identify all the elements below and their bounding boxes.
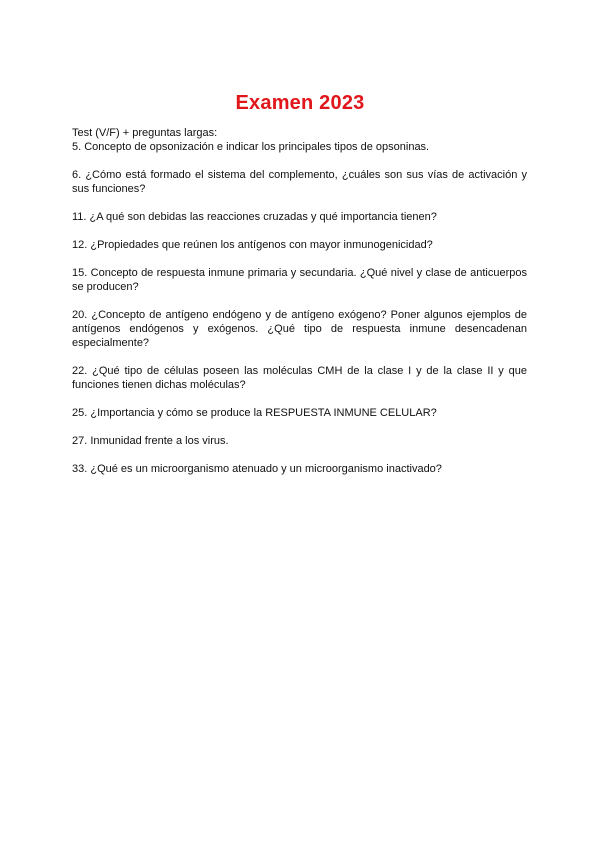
question-item: 33. ¿Qué es un microorganismo atenuado y un microorganismo inactivado? xyxy=(72,463,442,475)
question-item: 27. Inmunidad frente a los virus. xyxy=(72,435,229,447)
question-item: 15. Concepto de respuesta inmune primaria y secundaria. ¿Qué nivel y clase de anticuerpos se producen? xyxy=(72,267,527,293)
question-item: 12. ¿Propiedades que reúnen los antígenos con mayor inmunogenicidad? xyxy=(72,239,433,251)
question-item: 11. ¿A qué son debidas las reacciones cruzadas y qué importancia tienen? xyxy=(72,211,437,223)
question-item: 20. ¿Concepto de antígeno endógeno y de antígeno exógeno? Poner algunos ejemplos de antígenos endógenos y exógenos. ¿Qué tipo de respuesta inmune desencadenan especialmente? xyxy=(72,309,527,349)
question-item: 22. ¿Qué tipo de células poseen las moléculas CMH de la clase I y de la clase II y que funciones tienen dichas moléculas? xyxy=(72,365,527,391)
question-item: 25. ¿Importancia y cómo se produce la RESPUESTA INMUNE CELULAR? xyxy=(72,407,437,419)
question-item: 6. ¿Cómo está formado el sistema del complemento, ¿cuáles son sus vías de activación y sus funciones? xyxy=(72,169,527,195)
document-content xyxy=(72,126,527,490)
question-item: 5. Concepto de opsonización e indicar los principales tipos de opsoninas. xyxy=(72,141,430,153)
page-title: Examen 2023 xyxy=(235,92,365,114)
intro-line: Test (V/F) + preguntas largas: xyxy=(72,127,218,139)
